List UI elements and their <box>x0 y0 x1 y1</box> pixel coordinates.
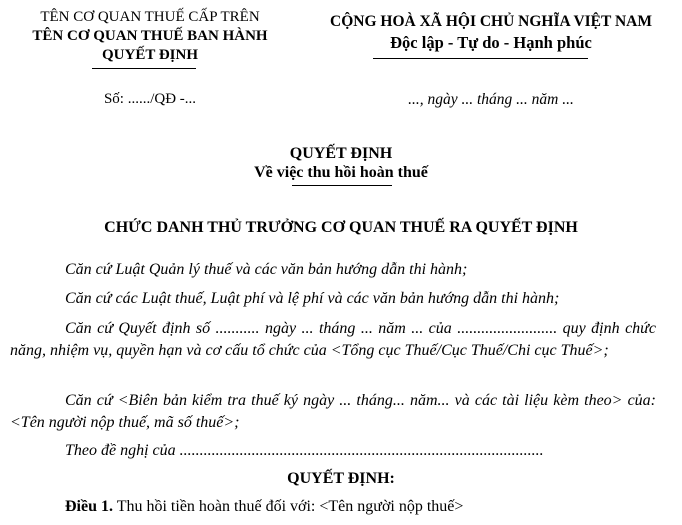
basis-paragraph-3: Căn cứ Quyết định số ........... ngày ... tháng ... năm ... của ......................... quy định chức năng, nhiệm vụ, quyền hạn và cơ cấu tổ chức của <Tổng cục Thuế/Cục Thuế/Chi cục Thuế>; <box>10 320 656 359</box>
subject-underline <box>292 185 392 186</box>
superior-agency: TÊN CƠ QUAN THUẾ CẤP TRÊN <box>40 9 260 25</box>
article-1 <box>65 498 463 516</box>
article-1-label: Điều 1. <box>65 498 113 515</box>
date-line: ..., ngày ... tháng ... năm ... <box>408 91 574 108</box>
issuing-authority-title: CHỨC DANH THỦ TRƯỞNG CƠ QUAN THUẾ RA QUYẾT ĐỊNH <box>104 219 578 236</box>
basis-paragraph-4: Căn cứ <Biên bản kiểm tra thuế ký ngày ... tháng... năm... và các tài liệu kèm theo> của: <Tên người nộp thuế, mã số thuế>; <box>10 392 656 431</box>
proposal-paragraph: Theo đề nghị của ........................................................................................... <box>65 442 544 459</box>
decision-heading: QUYẾT ĐỊNH: <box>287 470 395 487</box>
document-subject: Về việc thu hồi hoàn thuế <box>254 164 428 181</box>
issuing-agency: TÊN CƠ QUAN THUẾ BAN HÀNH <box>32 28 268 44</box>
country-name: CỘNG HOÀ XÃ HỘI CHỦ NGHĨA VIỆT NAM <box>330 13 652 30</box>
national-motto: Độc lập - Tự do - Hạnh phúc <box>390 33 592 52</box>
document-number: Số: ....../QĐ -... <box>103 91 197 107</box>
issuing-agency-suffix: QUYẾT ĐỊNH <box>102 47 198 63</box>
document-title: QUYẾT ĐỊNH <box>289 145 393 162</box>
basis-paragraph-2: Căn cứ các Luật thuế, Luật phí và lệ phí và các văn bản hướng dẫn thi hành; <box>65 290 560 307</box>
basis-paragraph-1: Căn cứ Luật Quản lý thuế và các văn bản hướng dẫn thi hành; <box>65 261 468 278</box>
article-1-text: Thu hồi tiền hoàn thuế đối với: <Tên người nộp thuế> <box>113 498 464 515</box>
motto-underline <box>373 58 588 59</box>
left-header-underline <box>92 68 196 69</box>
header-left <box>0 8 300 65</box>
